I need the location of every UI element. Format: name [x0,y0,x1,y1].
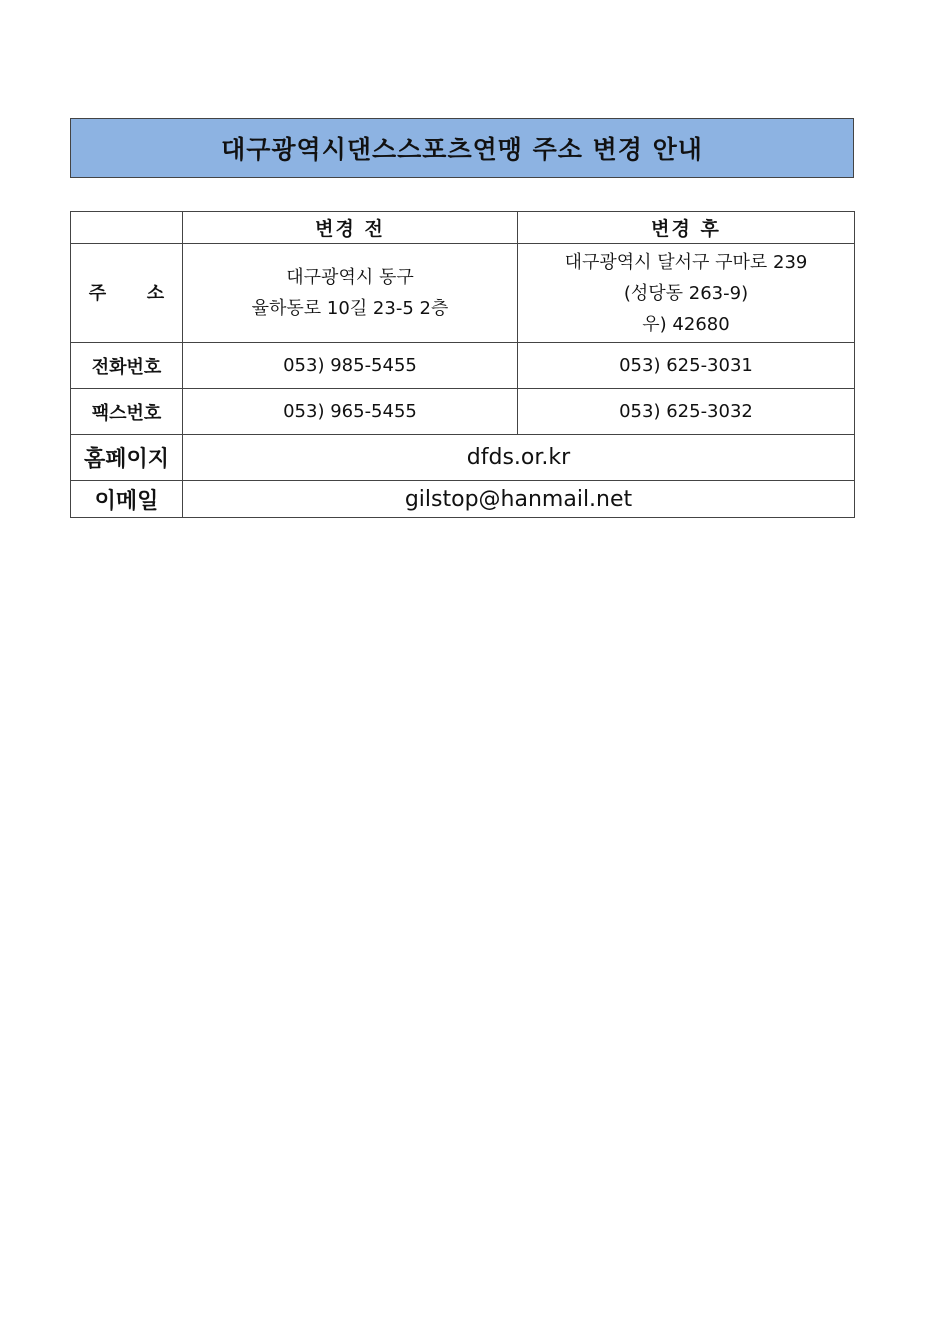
header-empty-cell [71,212,183,244]
email-label: 이메일 [71,481,183,518]
email-row [71,481,855,518]
email-value: gilstop@hanmail.net [183,481,855,518]
phone-before: 053) 985-5455 [183,343,518,389]
title-banner [70,118,854,178]
address-row [71,244,855,343]
address-before-line-1: 대구광역시 동구 [286,267,414,288]
header-before: 변경 전 [183,212,518,244]
address-label-left: 주 [88,282,107,304]
address-before-line-2: 율하동로 10길 23-5 2층 [251,298,449,319]
address-after-line-1: 대구광역시 달서구 구마로 239 [564,251,808,273]
fax-label: 팩스번호 [71,389,183,435]
homepage-label: 홈페이지 [71,435,183,481]
fax-row [71,389,855,435]
address-change-table [70,211,855,518]
address-before [183,244,518,343]
phone-row [71,343,855,389]
address-label [71,244,183,343]
homepage-value: dfds.or.kr [183,435,855,481]
header-after: 변경 후 [518,212,855,244]
fax-before: 053) 965-5455 [183,389,518,435]
page-title: 대구광역시댄스스포츠연맹 주소 변경 안내 [221,135,703,164]
address-after-line-2: (성당동 263-9) [623,282,749,304]
phone-label: 전화번호 [71,343,183,389]
address-after [518,244,855,343]
address-label-right: 소 [146,282,165,304]
table-header-row [71,212,855,244]
phone-after: 053) 625-3031 [518,343,855,389]
fax-after: 053) 625-3032 [518,389,855,435]
homepage-row [71,435,855,481]
address-after-line-3: 우) 42680 [642,313,730,335]
